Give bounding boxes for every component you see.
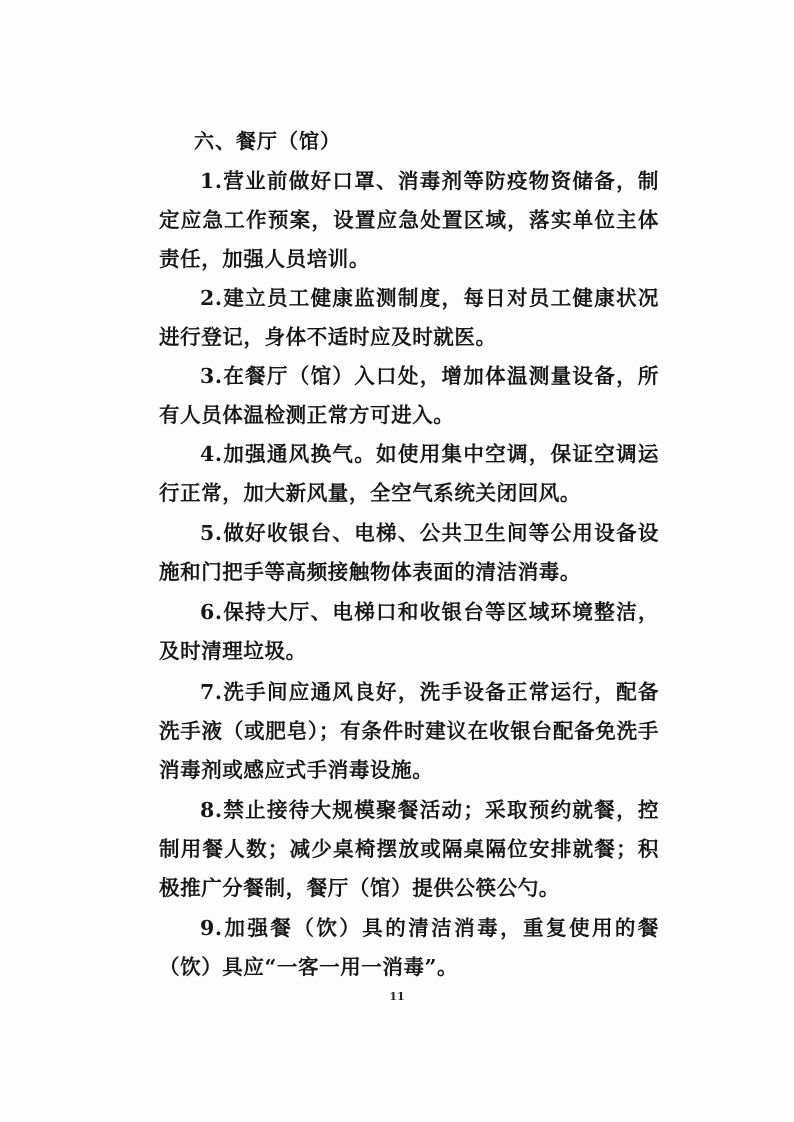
page-number: 11: [389, 990, 405, 1003]
paragraph-item-4: 4.加强通风换气。如使用集中空调，保证空调运行正常，加大新风量，全空气系统关闭回风。: [159, 442, 659, 505]
paragraph-item-9: 9.加强餐（饮）具的清洁消毒，重复使用的餐（饮）具应“一客一用一消毒”。: [159, 916, 659, 979]
paragraph-item-2: 2.建立员工健康监测制度，每日对员工健康状况进行登记，身体不适时应及时就医。: [159, 286, 659, 349]
paragraph-item-5: 5.做好收银台、电梯、公共卫生间等公用设备设施和门把手等高频接触物体表面的清洁消毒。: [159, 521, 659, 584]
paragraph-item-1: 1.营业前做好口罩、消毒剂等防疫物资储备，制定应急工作预案，设置应急处置区域，落实单位主体责任，加强人员培训。: [159, 169, 659, 271]
paragraph-item-3: 3.在餐厅（馆）入口处，增加体温测量设备，所有人员体温检测正常方可进入。: [159, 364, 659, 427]
paragraph-item-6: 6.保持大厅、电梯口和收银台等区域环境整洁，及时清理垃圾。: [159, 600, 659, 663]
paragraph-item-7: 7.洗手间应通风良好，洗手设备正常运行，配备洗手液（或肥皂）；有条件时建议在收银台配备免洗手消毒剂或感应式手消毒设施。: [159, 680, 659, 782]
section-heading: 六、餐厅（馆）: [194, 129, 341, 153]
paragraph-item-8: 8.禁止接待大规模聚餐活动；采取预约就餐，控制用餐人数；减少桌椅摆放或隔桌隔位安排就餐；积极推广分餐制，餐厅（馆）提供公筷公勺。: [159, 798, 659, 900]
